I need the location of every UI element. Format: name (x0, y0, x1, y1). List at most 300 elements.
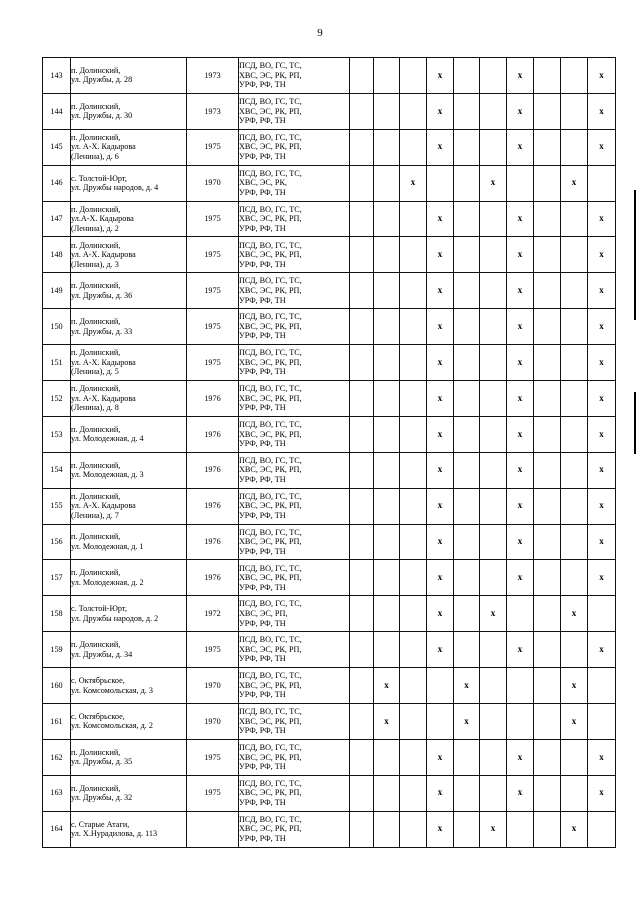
scan-edge-mark-bottom (634, 392, 636, 454)
mark-cell (350, 739, 374, 775)
mark-cell (534, 165, 561, 201)
mark-cell (400, 704, 427, 740)
mark-cell (374, 273, 400, 309)
mark-cell: x (507, 309, 534, 345)
mark-cell (561, 309, 588, 345)
mark-cell (480, 704, 507, 740)
mark-cell (374, 632, 400, 668)
mark-cell: x (507, 273, 534, 309)
address-cell (71, 739, 187, 775)
mark-cell (454, 775, 480, 811)
scan-edge-mark-top (634, 190, 636, 320)
mark-cell (507, 165, 534, 201)
systems-line: ПСД, ВО, ГС, ТС, (239, 778, 302, 788)
mark-cell (454, 488, 480, 524)
address-cell (71, 452, 187, 488)
mark-cell (374, 201, 400, 237)
mark-cell (400, 93, 427, 129)
mark-cell (480, 93, 507, 129)
mark-cell (534, 596, 561, 632)
systems-cell (239, 596, 350, 632)
address-line: п. Долинский, (71, 568, 121, 578)
mark-cell (374, 129, 400, 165)
mark-cell (561, 739, 588, 775)
systems-line: ПСД, ВО, ГС, ТС, (239, 455, 302, 465)
address-line: п. Долинский, (71, 317, 121, 327)
address-line: ул. Дружбы, д. 30 (71, 111, 133, 121)
mark-cell (400, 273, 427, 309)
mark-cell: x (588, 58, 616, 94)
systems-line: ПСД, ВО, ГС, ТС, (239, 384, 302, 394)
mark-cell (350, 668, 374, 704)
mark-cell: x (588, 452, 616, 488)
mark-cell (350, 345, 374, 381)
address-line: ул. Молодежная, д. 1 (71, 542, 144, 552)
systems-line: УРФ, РФ, ТН (239, 331, 286, 341)
table-row (43, 381, 616, 417)
mark-cell: x (588, 237, 616, 273)
mark-cell: x (588, 201, 616, 237)
systems-line: ПСД, ВО, ГС, ТС, (239, 61, 302, 71)
address-cell (71, 488, 187, 524)
mark-cell (480, 416, 507, 452)
address-line: ул. А-Х. Кадырова (71, 501, 136, 511)
mark-cell (534, 201, 561, 237)
row-number: 163 (43, 775, 71, 811)
mark-cell (534, 381, 561, 417)
systems-line: ХВС, ЭС, РК, РП, (239, 501, 302, 511)
row-number: 157 (43, 560, 71, 596)
address-cell (71, 632, 187, 668)
mark-cell: x (427, 93, 454, 129)
mark-cell: x (427, 273, 454, 309)
row-number: 153 (43, 416, 71, 452)
address-line: п. Долинский, (71, 532, 121, 542)
mark-cell (400, 381, 427, 417)
mark-cell (374, 524, 400, 560)
mark-cell (480, 273, 507, 309)
mark-cell: x (507, 775, 534, 811)
mark-cell (350, 381, 374, 417)
build-year: 1972 (187, 596, 239, 632)
mark-cell (374, 58, 400, 94)
mark-cell (350, 775, 374, 811)
mark-cell (480, 739, 507, 775)
mark-cell (561, 524, 588, 560)
mark-cell: x (507, 452, 534, 488)
address-line: п. Долинский, (71, 240, 121, 250)
table-row (43, 345, 616, 381)
address-line: п. Долинский, (71, 384, 121, 394)
systems-cell (239, 273, 350, 309)
systems-cell (239, 632, 350, 668)
address-line: ул. Дружбы народов, д. 2 (71, 613, 159, 623)
mark-cell: x (427, 775, 454, 811)
systems-line: ХВС, ЭС, РК, РП, (239, 537, 302, 547)
mark-cell (561, 201, 588, 237)
systems-line: УРФ, РФ, ТН (239, 726, 286, 736)
systems-cell (239, 201, 350, 237)
mark-cell (400, 668, 427, 704)
mark-cell: x (427, 309, 454, 345)
table-row (43, 93, 616, 129)
build-year: 1975 (187, 129, 239, 165)
address-line: с. Октябрьское, (71, 675, 125, 685)
mark-cell (400, 739, 427, 775)
systems-line: ХВС, ЭС, РК, РП, (239, 142, 302, 152)
mark-cell (400, 452, 427, 488)
mark-cell (534, 129, 561, 165)
mark-cell (534, 273, 561, 309)
mark-cell: x (588, 775, 616, 811)
mark-cell (400, 129, 427, 165)
mark-cell (534, 775, 561, 811)
mark-cell (480, 58, 507, 94)
mark-cell (480, 309, 507, 345)
mark-cell (350, 58, 374, 94)
mark-cell (350, 524, 374, 560)
mark-cell (427, 704, 454, 740)
build-year: 1970 (187, 704, 239, 740)
address-cell (71, 668, 187, 704)
mark-cell: x (561, 668, 588, 704)
systems-line: ПСД, ВО, ГС, ТС, (239, 491, 302, 501)
systems-line: ПСД, ВО, ГС, ТС, (239, 419, 302, 429)
systems-line: ПСД, ВО, ГС, ТС, (239, 742, 302, 752)
build-year: 1975 (187, 273, 239, 309)
mark-cell (374, 237, 400, 273)
systems-line: ХВС, ЭС, РК, РП, (239, 285, 302, 295)
mark-cell: x (588, 345, 616, 381)
row-number: 159 (43, 632, 71, 668)
mark-cell: x (507, 560, 534, 596)
systems-cell (239, 668, 350, 704)
systems-line: УРФ, РФ, ТН (239, 403, 286, 413)
mark-cell (350, 452, 374, 488)
systems-line: ХВС, ЭС, РП, (239, 609, 288, 618)
systems-line: ПСД, ВО, ГС, ТС, (239, 527, 302, 537)
mark-cell (588, 668, 616, 704)
mark-cell (454, 165, 480, 201)
systems-line: ПСД, ВО, ГС, ТС, (239, 132, 302, 142)
systems-cell (239, 165, 350, 201)
table-row (43, 775, 616, 811)
table-row (43, 309, 616, 345)
systems-line: ХВС, ЭС, РК, (239, 178, 287, 188)
row-number: 147 (43, 201, 71, 237)
systems-line: ПСД, ВО, ГС, ТС, (239, 240, 302, 250)
mark-cell: x (588, 93, 616, 129)
mark-cell (480, 668, 507, 704)
mark-cell (400, 345, 427, 381)
page-number: 9 (317, 27, 323, 39)
mark-cell (454, 632, 480, 668)
systems-line: УРФ, РФ, ТН (239, 187, 286, 197)
address-cell (71, 201, 187, 237)
address-line: п. Долинский, (71, 491, 121, 501)
table-row (43, 201, 616, 237)
mark-cell (561, 237, 588, 273)
mark-cell (561, 775, 588, 811)
table-row (43, 416, 616, 452)
address-line: ул. Дружбы, д. 28 (71, 75, 133, 85)
mark-cell (480, 452, 507, 488)
mark-cell (534, 345, 561, 381)
address-line: ул. Дружбы, д. 36 (71, 290, 133, 300)
registry-body (43, 58, 616, 848)
systems-line: ПСД, ВО, ГС, ТС, (239, 96, 302, 106)
mark-cell (534, 452, 561, 488)
systems-line: ХВС, ЭС, РК, РП, (239, 70, 302, 80)
mark-cell (350, 811, 374, 847)
mark-cell: x (480, 596, 507, 632)
address-cell (71, 237, 187, 273)
build-year: 1976 (187, 416, 239, 452)
systems-line: ХВС, ЭС, РК, РП, (239, 465, 302, 475)
address-line: п. Долинский, (71, 424, 121, 434)
build-year: 1975 (187, 775, 239, 811)
mark-cell (454, 452, 480, 488)
mark-cell (480, 129, 507, 165)
mark-cell (454, 345, 480, 381)
address-line: (Ленина), д. 8 (71, 403, 119, 413)
mark-cell: x (588, 273, 616, 309)
mark-cell (454, 381, 480, 417)
address-line: (Ленина), д. 6 (71, 152, 119, 162)
row-number: 158 (43, 596, 71, 632)
mark-cell (400, 775, 427, 811)
mark-cell (454, 93, 480, 129)
mark-cell (454, 524, 480, 560)
systems-cell (239, 704, 350, 740)
build-year: 1975 (187, 632, 239, 668)
address-line: (Ленина), д. 2 (71, 223, 119, 233)
mark-cell (507, 596, 534, 632)
systems-line: УРФ, РФ, ТН (239, 223, 286, 233)
address-line: с. Октябрьское, (71, 711, 125, 721)
build-year: 1973 (187, 93, 239, 129)
row-number: 146 (43, 165, 71, 201)
systems-line: ПСД, ВО, ГС, ТС, (239, 348, 302, 358)
housing-registry-table (42, 57, 616, 848)
address-line: п. Долинский, (71, 101, 121, 111)
mark-cell (400, 416, 427, 452)
systems-cell (239, 381, 350, 417)
address-line: (Ленина), д. 7 (71, 510, 119, 520)
mark-cell (480, 775, 507, 811)
row-number: 144 (43, 93, 71, 129)
address-cell (71, 93, 187, 129)
address-line: (Ленина), д. 5 (71, 367, 119, 377)
mark-cell (507, 668, 534, 704)
systems-cell (239, 93, 350, 129)
mark-cell (454, 416, 480, 452)
table-row (43, 560, 616, 596)
mark-cell (588, 704, 616, 740)
table-row (43, 273, 616, 309)
systems-line: ПСД, ВО, ГС, ТС, (239, 563, 302, 573)
mark-cell (534, 93, 561, 129)
mark-cell (480, 560, 507, 596)
systems-line: УРФ, РФ, ТН (239, 618, 286, 628)
systems-line: ХВС, ЭС, РК, РП, (239, 106, 302, 116)
build-year: 1975 (187, 309, 239, 345)
mark-cell (454, 129, 480, 165)
mark-cell: x (588, 309, 616, 345)
row-number: 156 (43, 524, 71, 560)
mark-cell: x (561, 811, 588, 847)
address-line: ул.А-Х. Кадырова (71, 214, 134, 224)
row-number: 160 (43, 668, 71, 704)
build-year: 1976 (187, 452, 239, 488)
mark-cell: x (507, 739, 534, 775)
mark-cell (480, 632, 507, 668)
row-number: 148 (43, 237, 71, 273)
mark-cell (454, 596, 480, 632)
row-number: 149 (43, 273, 71, 309)
address-line: с. Старые Атаги, (71, 819, 130, 829)
systems-line: ХВС, ЭС, РК, РП, (239, 393, 302, 403)
mark-cell: x (427, 201, 454, 237)
mark-cell (400, 58, 427, 94)
mark-cell (374, 165, 400, 201)
address-cell (71, 524, 187, 560)
systems-line: УРФ, РФ, ТН (239, 152, 286, 162)
systems-line: ХВС, ЭС, РК, РП, (239, 250, 302, 260)
systems-cell (239, 58, 350, 94)
mark-cell: x (588, 488, 616, 524)
address-cell (71, 58, 187, 94)
mark-cell: x (588, 560, 616, 596)
address-line: ул. А-Х. Кадырова (71, 393, 136, 403)
build-year: 1976 (187, 524, 239, 560)
mark-cell (374, 345, 400, 381)
address-cell (71, 560, 187, 596)
mark-cell (534, 704, 561, 740)
mark-cell: x (588, 632, 616, 668)
mark-cell: x (561, 165, 588, 201)
mark-cell: x (427, 811, 454, 847)
systems-line: УРФ, РФ, ТН (239, 582, 286, 592)
systems-line: УРФ, РФ, ТН (239, 654, 286, 664)
systems-line: ХВС, ЭС, РК, РП, (239, 429, 302, 439)
mark-cell: x (427, 58, 454, 94)
mark-cell: x (588, 739, 616, 775)
table-row (43, 524, 616, 560)
systems-line: УРФ, РФ, ТН (239, 439, 286, 449)
mark-cell (374, 811, 400, 847)
systems-cell (239, 560, 350, 596)
systems-line: ПСД, ВО, ГС, ТС, (239, 276, 302, 286)
systems-cell (239, 452, 350, 488)
mark-cell (400, 560, 427, 596)
mark-cell (454, 560, 480, 596)
build-year: 1976 (187, 381, 239, 417)
address-cell (71, 273, 187, 309)
mark-cell (374, 93, 400, 129)
mark-cell (400, 488, 427, 524)
mark-cell: x (588, 381, 616, 417)
mark-cell: x (427, 416, 454, 452)
mark-cell (350, 416, 374, 452)
systems-line: УРФ, РФ, ТН (239, 798, 286, 808)
mark-cell (400, 237, 427, 273)
address-cell (71, 596, 187, 632)
row-number: 145 (43, 129, 71, 165)
address-line: п. Долинский, (71, 747, 121, 757)
systems-cell (239, 345, 350, 381)
address-line: п. Долинский, (71, 348, 121, 358)
systems-line: УРФ, РФ, ТН (239, 475, 286, 485)
mark-cell (374, 452, 400, 488)
build-year: 1975 (187, 201, 239, 237)
mark-cell (350, 273, 374, 309)
mark-cell: x (507, 524, 534, 560)
table-row (43, 704, 616, 740)
address-cell (71, 381, 187, 417)
mark-cell: x (454, 668, 480, 704)
mark-cell (454, 273, 480, 309)
mark-cell (400, 596, 427, 632)
mark-cell (588, 165, 616, 201)
address-line: п. Долинский, (71, 640, 121, 650)
address-line: с. Толстой-Юрт, (71, 173, 127, 183)
mark-cell (561, 345, 588, 381)
mark-cell: x (561, 596, 588, 632)
mark-cell: x (588, 129, 616, 165)
mark-cell (561, 129, 588, 165)
systems-line: ХВС, ЭС, РК, РП, (239, 573, 302, 583)
systems-line: УРФ, РФ, ТН (239, 80, 286, 90)
mark-cell: x (507, 381, 534, 417)
systems-line: ПСД, ВО, ГС, ТС, (239, 635, 302, 645)
mark-cell (480, 345, 507, 381)
address-line: ул. А-Х. Кадырова (71, 357, 136, 367)
mark-cell (561, 452, 588, 488)
mark-cell: x (507, 632, 534, 668)
mark-cell (374, 596, 400, 632)
mark-cell: x (427, 488, 454, 524)
mark-cell (350, 93, 374, 129)
mark-cell (454, 201, 480, 237)
table-row (43, 488, 616, 524)
mark-cell (534, 58, 561, 94)
mark-cell: x (588, 524, 616, 560)
mark-cell (350, 129, 374, 165)
mark-cell (561, 273, 588, 309)
address-line: ул. Комсомольская, д. 3 (71, 685, 153, 695)
mark-cell (534, 524, 561, 560)
table-row (43, 668, 616, 704)
mark-cell (534, 416, 561, 452)
mark-cell (534, 811, 561, 847)
build-year: 1976 (187, 560, 239, 596)
mark-cell: x (507, 416, 534, 452)
mark-cell (427, 165, 454, 201)
address-cell (71, 704, 187, 740)
table-row (43, 129, 616, 165)
mark-cell (534, 668, 561, 704)
mark-cell (374, 560, 400, 596)
row-number: 143 (43, 58, 71, 94)
mark-cell: x (507, 93, 534, 129)
address-cell (71, 129, 187, 165)
mark-cell: x (480, 811, 507, 847)
address-line: п. Долинский, (71, 783, 121, 793)
systems-line: ХВС, ЭС, РК, РП, (239, 321, 302, 331)
systems-line: ПСД, ВО, ГС, ТС, (239, 204, 302, 214)
build-year: 1970 (187, 165, 239, 201)
